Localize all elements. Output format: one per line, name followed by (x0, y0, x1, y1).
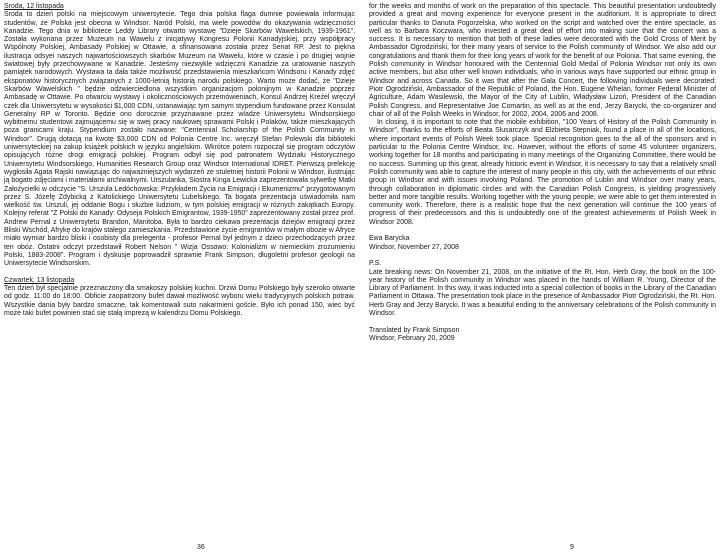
signature-name: Ewa Barycka (369, 235, 410, 243)
ps-body: Late breaking news: On November 21, 2008, on the initiative of the Rt. Hon. Herb Gray, the book on the 100-year history of the Polish community in Windsor was placed in the hands of William R. Young, Director of the Library of Parliament. In this way, it was inducted into a special collection of books in the Library of the Canadian Parliament in Ottawa. The presentation took place in the presence of Ambassador Piotr Ogrodziński, the Rt. Hon. Herb Gray and Jerzy Barycki. It was a beautiful ending to the anniversary celebrations of the Polish community in Windsor. (369, 268, 716, 317)
right-column (369, 3, 716, 343)
section-heading-wednesday: Sroda, 12 listopada (4, 3, 64, 10)
ps-label: P.S. (369, 260, 382, 268)
paragraph-spectacle: for the weeks and months of work on the preparation of this spectacle. This beautiful presentation undoubtedly provided a great and moving experience for everyone present in the auditorium. It is appropriate to direct particular thanks to Danuta Pogorzelska, who worked on the script and watched over the entire spectacle, as well as to Barbara Koczwara, who invested a great deal of effort into making sure that the concert was a success. It is necessary to mention that both of these ladies were decorated with the Gold Cross of Merit by Ambassador Ogrodziński, for their many years of service to the Polish community of Windsor. We also add our congratulations and thank them for their long years of work for the benefit of our Polonia. That same evening, the Polish community in Windsor honoured with the Centennial Gold Medal of Polonia Windsor not only its own active members, but also other well known individuals, who in various ways have supported our ethnic group in Windsor and across Canada. So it was that after the Gala Concert, the following individuals were decorated: Piotr Ogrodziński, Ambassador of the Republic of Poland, the Hon. Eugene Whelan, former Federal Minister of Agriculture, Adam Wasilewski, the Mayor of the City of Lublin, Władysław Lizoń, President of the Canadian Polish Congress, and Representative Joe Comartin, as well as at the end, Jerzy Barycki, the co-organizer and chair of all of the Polish Weeks in Windsor, for 2002, 2004, 2006 and 2008. (369, 3, 716, 118)
section-body-wednesday: Sroda to dzień polski na miejscowym uniwersytecie. Tego dnia polska flaga dumnie powiewała informując studentów, że Polska jest obecna w Windsor. Naród Polski, ma wiele powodów do okazywania wdzięczności Kanadzie. Tego dnia w bibliotece Leddy Library otwarto wystawę "Dzieje Skarbów Wawelskich, 1939-1961". Została wykonana przez Muzeum na Wawelu z inicjatywy Kongresu Polonii Kanadyjskiej, przy współpracy Wspólnoty Polskiej, Ambasady Polskiej w Ottawie, a sfinansowana została przez Senat RP. Jest to piękna ilustracja odsyei naszych najwartościowszych skarbów Muzeum na Wawelu, które w czasie i po drugiej wojnie światowej były przechowywane w Kanadzie. Jesteśmy niezwykle wdzięczni Kanadzie za uratowanie naszych pamiątek narodowych. Wystawa ta dała także możliwość przedstawienia mieszkańcom Windsoru i Kanady zdjęć eksponatów historycznych związanych z 1000-letnią historią narodu polskiego. Warto może dodać, że "Dzieje Skarbów Wawelskich " będzie odzwierciedlona wszystkim organizacjom polonijnym w Kanadzie poprzez Ambasadę w Ottawie. Po otwarciu wystawy i okolicznościowych przemówieniach, Konsul Andrzej Kreżel wręczył czek dla Uniwersytetu w wysokości $1,000 CDN, ustanawiając tym samym stypendium fundowane przez Konsulat Generalny RP w Toronto. Będzie ono dorocznie przyznawane przez wladze Uniwersytetu Windsorskiego wybitnemu studentowi zajmującemu się w swej pracy naukowej sprawami Polski i Polaków, także mieszkających poza granicami kraju. Stypendium zostało nazwane: "Centennial Scholarship of the Polish Community in Windsor". Drugą dotacją na kwotę $3,000 CDN od Polonia Centre Inc. wręczył Stefan Polewski dla biblioteki uniwersyteckiej na zakup książek polskich w języku angielskim. Wkrótce potem rozpoczął się program odczytów opisujących różne drogi emigracji polskiej. Program odbył się pod patronatem Wydziału Historycznego Uniwersytetu Windsorskiego, Humanities Research Group oraz Windsor International IDRET. Pierwszą prelekcję wygłosiła Agata Rajski nawiązując do najważniejszych wydarzeń ze stuletniej historii Polonii w Windsor, ilustrując ją bogato zdjęciami i materiałami archiwalnymi. Urszulanka, Siostra Kinga Lewicka zaprezentowała sylwetkę Matki Założycielki w odczycie "S. Urszula Ledóchowska: Przykładem Życia na Emigracji i Ekumenizmu" przygotowanym przez S. Józefę Zdybicką z Katolickiego Uniwersytetu Lubelskiego. Ta bogata prezentacja uświadomiła nam wielkość św. Urszuli, jej oddanie Bogu i służbie ludziom, w tym polskiej emigracji w różnych zakątkach Europy. Kolejny referat "Z Polski do Kanady: Odyseja Polskich Emigrantow, 1939-1950" zaprezentowany został przez prof. Andrew Pernal z Uniwersytetu Brandon, Manitoba. Była to bardzo ciekawa prezentacja dziejów emigracji przez Bliski Wschód, Afrykę do krajów stałego zamieszkania. Przedstawione życie emigrantów w małym obozie w Afryce miało wymiar bardzo bliski i osobisty dla prelegenta - profesor Pernal był jednym z dzieci przechodzących przez ten obóz. Ostatni odczyt przedstawił Robert Nelson " Wizja Ossowo: Kolonializm w niemieckim zrozumieniu Polski, 1883-2008". Program i dyskusje poprowadził sprawnie Frank Simpson, długoletni profesor geologii na Uniwersytecie Windsorskim. (4, 11, 355, 268)
right-page (361, 0, 722, 558)
left-column (4, 3, 355, 318)
paragraph-closing: In closing, it is important to note that the mobile exhibition, "100 Years of History of the Polish Community in Windsor", thanks to the efforts of Beata Slusarczyk and Elżbieta Stepniak, found a place in all of the locations, where important events of Polish Week took place. Special recognition goes to the all of the sponsors and in particular to the Polonia Centre Windsor, Inc. However, without the efforts of some 45 volunteer organizers, working together for 18 months and participating in many meetings of the Organizing Committee, there would be no success. Summing up this great, already historic event in Windsor, it is necessary to say that a relatively small Polish community was able to capture the interest of many people in this city, with the achievements of our ethnic group in Windsor and with issues involving Poland. The promotion of Lublin and Windsor over many years, through collaboration in diplomatic circles and with the Canadian Polish Congress, is yielding progressively better and more tangible results. Working together with the young people, we were able to get them interested in community work. Therefore, there is a realistic hope that the next generation will continue the 100 years of progress of their predecessors and this is undoubtedly one of the greatest achievements of Polish Week in Windsor 2008. (369, 119, 716, 226)
translator-credit: Translated by Frank Simpson (369, 326, 460, 334)
page-number-right: 9 (570, 544, 574, 551)
left-page (0, 0, 361, 558)
section-heading-thursday: Czwartek, 13 listopada (4, 276, 75, 284)
spacer (369, 252, 716, 260)
spacer (4, 269, 355, 277)
spacer (369, 318, 716, 326)
page-number-left: 36 (197, 544, 205, 551)
signature-place-date: Windsor, November 27, 2008 (369, 243, 459, 251)
spacer (369, 227, 716, 235)
section-body-thursday: Ten dzień był specjalnie przeznaczony dla smakoszy polskiej kuchni. Drzwi Domu Polskiego były szeroko otwarte od godz. 11:00 do 18:00. Obficie zaopatrzony bufet dawał możliwość wyboru wielu tradycyjnych polskich potraw. Wszystkie dania były bardzo smaczne, tak komentowali suto nakarmieni goście. Było ich ponad 150, wiec być może taki bufet powinien stać się stałą imprezą w kalendrzu Domu Polskiego. (4, 285, 355, 317)
translator-place-date: Windsor, February 20, 2009 (369, 334, 455, 342)
